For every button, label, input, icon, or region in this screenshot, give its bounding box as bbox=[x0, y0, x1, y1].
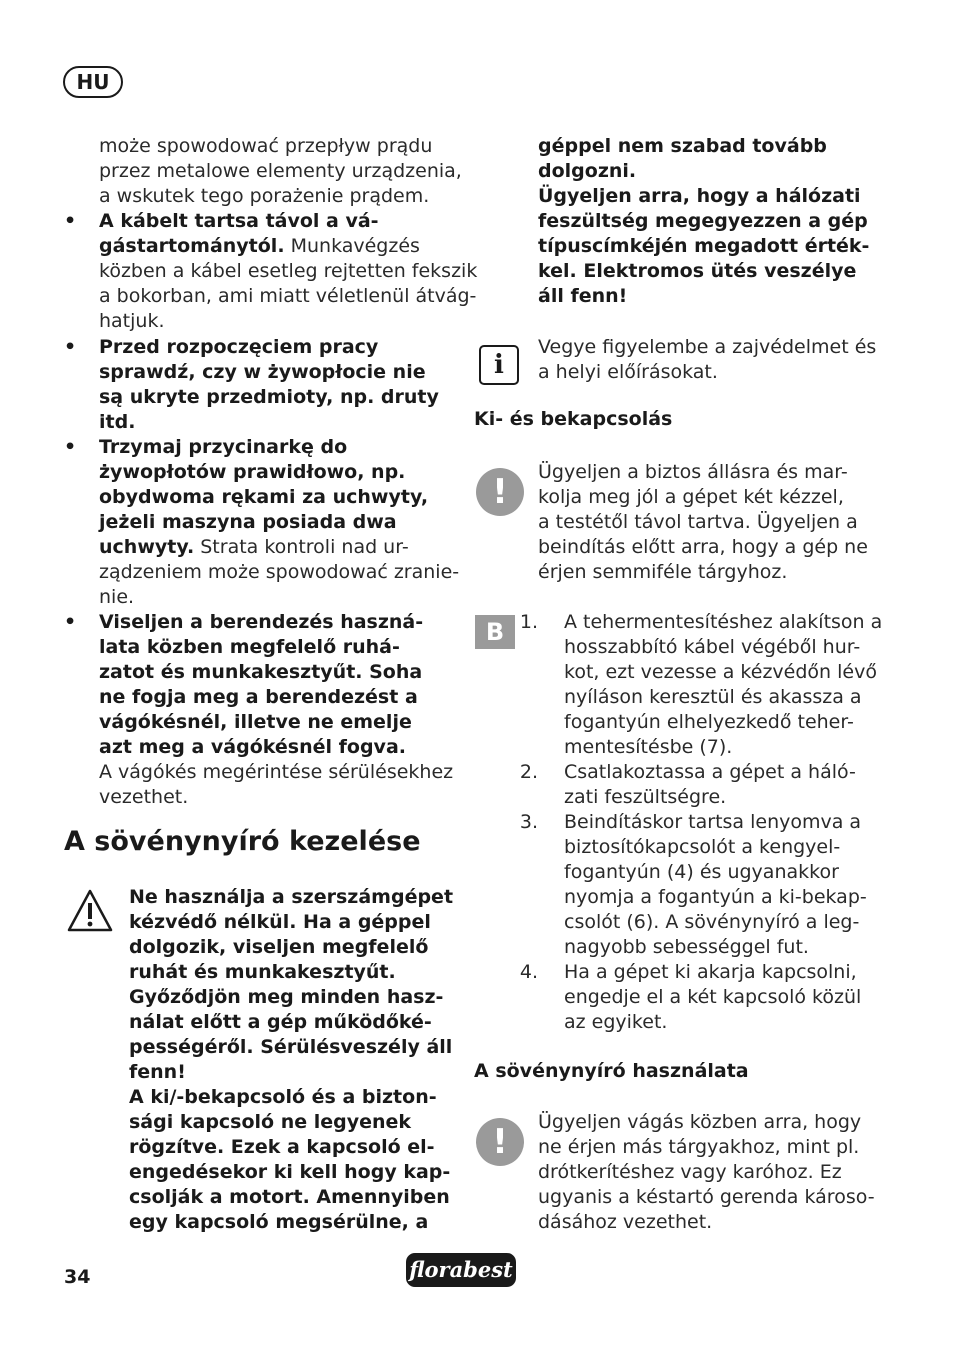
info-icon: i bbox=[479, 345, 519, 385]
heading-usage: A sövénynyíró használata bbox=[474, 1060, 749, 1082]
page-number: 34 bbox=[64, 1266, 91, 1288]
language-badge: HU bbox=[63, 66, 123, 98]
warning-triangle-icon bbox=[66, 888, 114, 934]
bullet-dot: • bbox=[64, 611, 77, 633]
figure-b-icon: B bbox=[475, 615, 515, 649]
warning-text: Ne használja a szerszámgépet kézvédő nélkül. Ha a géppel dolgozik, viseljen megfelelő ruhát és munkakesztyűt. Győződjön meg minden hasz- nálat előtt a gép működőké- pességéről. Sérülésveszély áll fenn! A ki/-bekapcsoló és a bizton- sági kapcsoló ne legyenek rögzítve. Ezek a kapcsoló el- engedésekor ki kell hogy kap- csolják a motort. Amennyiben egy kapcsoló megsérülne, a bbox=[129, 886, 454, 1233]
bullet-dot: • bbox=[64, 436, 77, 458]
usage-note: Ügyeljen vágás közben arra, hogy ne érjen más tárgyakhoz, mint pl. drótkerítéshez vagy karóhoz. Ez ugyanis a késtartó gerenda károso- dásához vezethet. bbox=[538, 1111, 875, 1233]
switching-note: Ügyeljen a biztos állásra és mar- kolja meg jól a gépet két kézzel, a testétől távol tartva. Ügyeljen a beindítás előtt arra, hogy a gép ne érjen semmiféle tárgyhoz. bbox=[538, 461, 868, 583]
left-continuation-text: może spowodować przepływ prądu przez metalowe elementy urządzenia, a wskutek tego porażenie prądem. bbox=[99, 135, 462, 207]
exclamation-icon: ! bbox=[476, 1118, 524, 1166]
bullet-dot: • bbox=[64, 210, 77, 232]
exclamation-icon: ! bbox=[476, 468, 524, 516]
section-title: A sövénynyíró kezelése bbox=[64, 826, 421, 857]
right-continuation-warning: géppel nem szabad tovább dolgozni. Ügyeljen arra, hogy a hálózati feszültség megegyezzen a gép típuscímkéjén megadott érték- kel. Elektromos ütés veszélye áll fenn! bbox=[538, 135, 870, 307]
heading-switching: Ki- és bekapcsolás bbox=[474, 408, 673, 430]
brand-logo: florabest bbox=[406, 1253, 516, 1287]
bullet-dot: • bbox=[64, 336, 77, 358]
info-note: Vegye figyelembe a zajvédelmet és a helyi előírásokat. bbox=[538, 336, 877, 383]
